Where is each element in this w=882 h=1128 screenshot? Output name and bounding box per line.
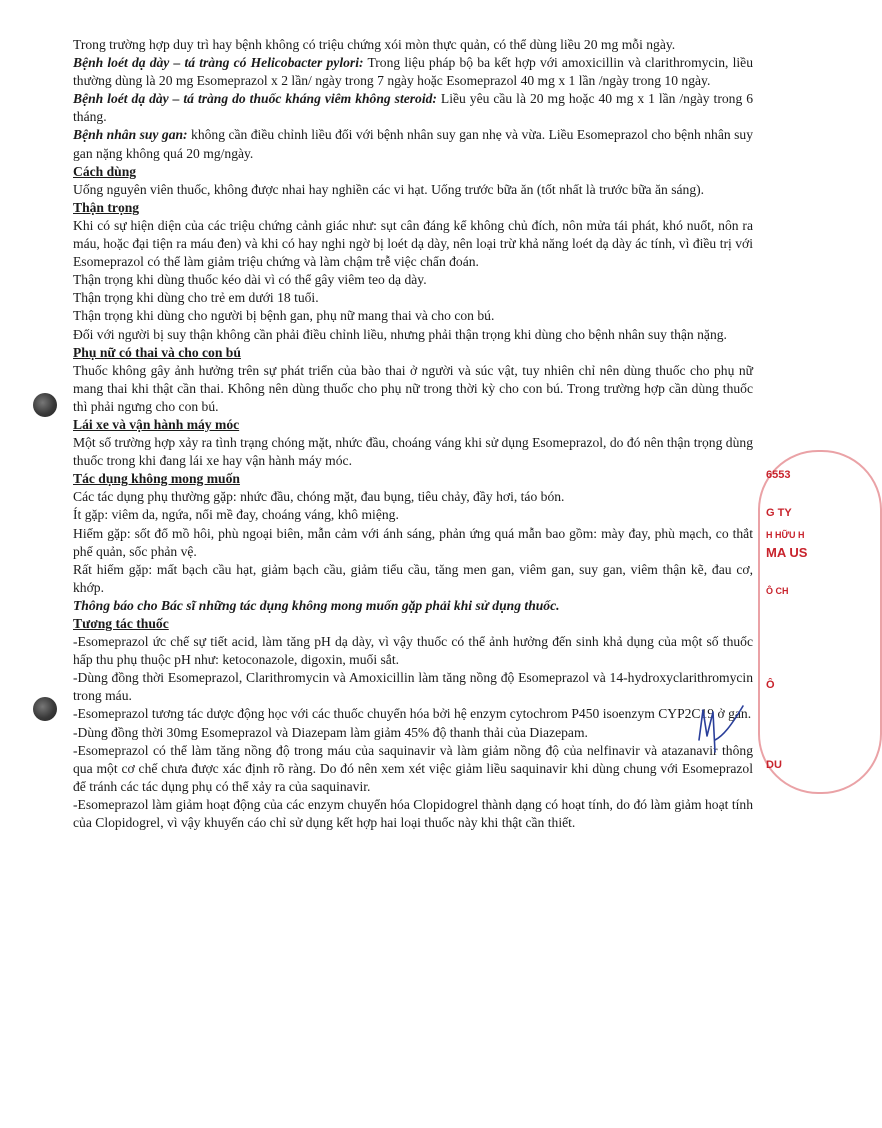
stamp-text: Ô	[766, 679, 775, 691]
tac-dung-notice: Thông báo cho Bác sĩ những tác dụng không mong muốn gặp phải khi sử dụng thuốc.	[73, 597, 560, 613]
tuong-tac-line: -Esomeprazol tương tác dược động học với các thuốc chuyển hóa bởi hệ enzym cytochrom P450 isoenzym CYP2C19 ở gan.	[73, 706, 752, 722]
than-trong-line: Thận trọng khi dùng cho người bị bệnh gan, phụ nữ mang thai và cho con bú.	[73, 308, 495, 324]
dosage-lead: Bệnh nhân suy gan:	[73, 127, 188, 143]
stamp-text: DU	[766, 759, 782, 771]
stamp-text: G TY	[766, 507, 792, 519]
tuong-tac-line: -Esomeprazol làm giảm hoạt động của các enzym chuyển hóa Clopidogrel thành dạng có hoạt tính, do đó làm giảm hoạt tính của Clopidogrel, vì vậy khuyến cáo chỉ sử dụng kết hợp hai loại thuốc này khi thật cần thiết.	[73, 796, 753, 831]
stamp-ring	[758, 450, 882, 794]
phu-nu-text: Thuốc không gây ảnh hưởng trên sự phát triển của bào thai ở người và súc vật, tuy nhiên chỉ nên dùng thuốc cho phụ nữ mang thai khi thật cần thai. Không nên dùng thuốc cho phụ nữ trong thời kỳ cho con bú. Trong trường hợp cần dùng thuốc thì phải ngưng cho con bú.	[73, 362, 753, 414]
than-trong-line: Thận trọng khi dùng cho trẻ em dưới 18 tuổi.	[73, 290, 319, 306]
lai-xe-text: Một số trường hợp xảy ra tình trạng chóng mặt, nhức đầu, choáng váng khi sử dụng Esomeprazol, do đó nên thận trọng dùng thuốc trong khi đang lái xe hay vận hành máy móc.	[73, 435, 753, 469]
tuong-tac-line: -Dùng đồng thời Esomeprazol, Clarithromycin và Amoxicillin làm tăng nồng độ Esomeprazol và 14-hydroxyclarithromycin trong máu.	[73, 670, 753, 704]
tac-dung-line: Rất hiếm gặp: mất bạch cầu hạt, giảm bạch cầu, giảm tiểu cầu, tăng men gan, viêm gan, suy gan, viêm thận kẽ, đau cơ, khớp.	[73, 561, 753, 595]
than-trong-line: Đối với người bị suy thận không cần phải điều chỉnh liều, nhưng phải thận trọng khi dùng cho bệnh nhân suy thận nặng.	[73, 326, 727, 342]
tac-dung-line: Hiếm gặp: sốt đổ mồ hôi, phù ngoại biên, mẫn cảm với ánh sáng, phản ứng quá mẫn bao gồm: mày đay, phù mạch, co thắt phế quản, sốc phản vệ.	[73, 525, 753, 559]
tac-dung-line: Các tác dụng phụ thường gặp: nhức đầu, chóng mặt, đau bụng, tiêu chảy, đầy hơi, táo bón.	[73, 489, 565, 505]
tac-dung-line: Ít gặp: viêm da, ngứa, nổi mề đay, choáng váng, khô miệng.	[73, 507, 399, 523]
company-stamp	[752, 450, 842, 790]
heading-lai-xe: Lái xe và vận hành máy móc	[73, 416, 240, 432]
dosage-liver: Bệnh nhân suy gan: không cần điều chỉnh liều đối với bệnh nhân suy gan nhẹ và vừa. Liều Esomeprazol cho bệnh nhân suy gan nặng không quá 20 mg/ngày.	[73, 127, 753, 161]
heading-than-trong: Thận trọng	[73, 199, 140, 215]
tuong-tac-line: -Esomeprazol ức chế sự tiết acid, làm tăng pH dạ dày, vì vậy thuốc có thể ảnh hưởng đến sinh khả dụng của một số thuốc hấp thu phụ thuộc pH như: ketoconazole, digoxin, muối sắt.	[73, 634, 753, 668]
tuong-tac-line: -Esomeprazol có thể làm tăng nồng độ trong máu của saquinavir và làm giảm nồng độ của nelfinavir và atazanavir thông qua một cơ chế chưa được xác định rõ ràng. Do đó nên xem xét việc giảm liều saquinavir khi dùng chung với Esomeprazol để tránh các tác dụng phụ có thể xảy ra của saquinavir.	[73, 742, 753, 794]
than-trong-line: Thận trọng khi dùng thuốc kéo dài vì có thể gây viêm teo dạ dày.	[73, 272, 427, 288]
tuong-tac-line: -Dùng đồng thời 30mg Esomeprazol và Diazepam làm giảm 45% độ thanh thải của Diazepam.	[73, 724, 588, 740]
stamp-text: Ô CH	[766, 586, 789, 596]
heading-tac-dung: Tác dụng không mong muốn	[73, 471, 240, 487]
than-trong-line: Khi có sự hiện diện của các triệu chứng cảnh giác như: sụt cân đáng kể không chủ đích, nôn mửa tái phát, khó nuốt, nôn ra máu, hoặc đại tiện ra máu đen) và khi có hay nghi ngờ bị loét dạ dày, nên loại trừ khả năng loét dạ dày ác tính, vì điều trị với Esomeprazol có thể làm giảm triệu chứng và làm chậm trễ việc chẩn đoán.	[73, 217, 753, 270]
heading-phu-nu: Phụ nữ có thai và cho con bú	[73, 344, 241, 360]
dosage-nsaid: Bệnh loét dạ dày – tá tràng do thuốc kháng viêm không steroid: Liều yêu cầu là 20 mg hoặc 40 mg x 1 lần /ngày trong 6 tháng.	[73, 91, 754, 125]
heading-cach-dung: Cách dùng	[73, 163, 137, 179]
dosage-lead: Bệnh loét dạ dày – tá tràng có Helicobacter pylori:	[73, 55, 364, 71]
dosage-helicobacter: Bệnh loét dạ dày – tá tràng có Helicobacter pylori: Trong liệu pháp bộ ba kết hợp với amoxicillin và clarithromycin, liều thường dùng là 20 mg Esomeprazol x 2 lần/ ngày trong 7 ngày hoặc Esomeprazol 40 mg x 1 lần /ngày trong 10 ngày.	[73, 55, 753, 89]
cach-dung-text: Uống nguyên viên thuốc, không được nhai hay nghiền các vi hạt. Uống trước bữa ăn (tốt nhất là trước bữa ăn sáng).	[73, 181, 705, 197]
stamp-text: 6553	[766, 469, 791, 481]
dosage-maintenance: Trong trường hợp duy trì hay bệnh không có triệu chứng xói mòn thực quản, có thể dùng liều 20 mg mỗi ngày.	[73, 37, 676, 52]
document-body	[73, 36, 753, 832]
stamp-text: H HỮU H	[766, 530, 805, 540]
punch-hole-top	[33, 393, 57, 417]
stamp-text: MA US	[766, 545, 808, 560]
handwritten-signature	[693, 700, 753, 760]
dosage-lead: Bệnh loét dạ dày – tá tràng do thuốc kháng viêm không steroid:	[73, 91, 437, 107]
punch-hole-bottom	[33, 697, 57, 721]
heading-tuong-tac: Tương tác thuốc	[73, 616, 169, 631]
